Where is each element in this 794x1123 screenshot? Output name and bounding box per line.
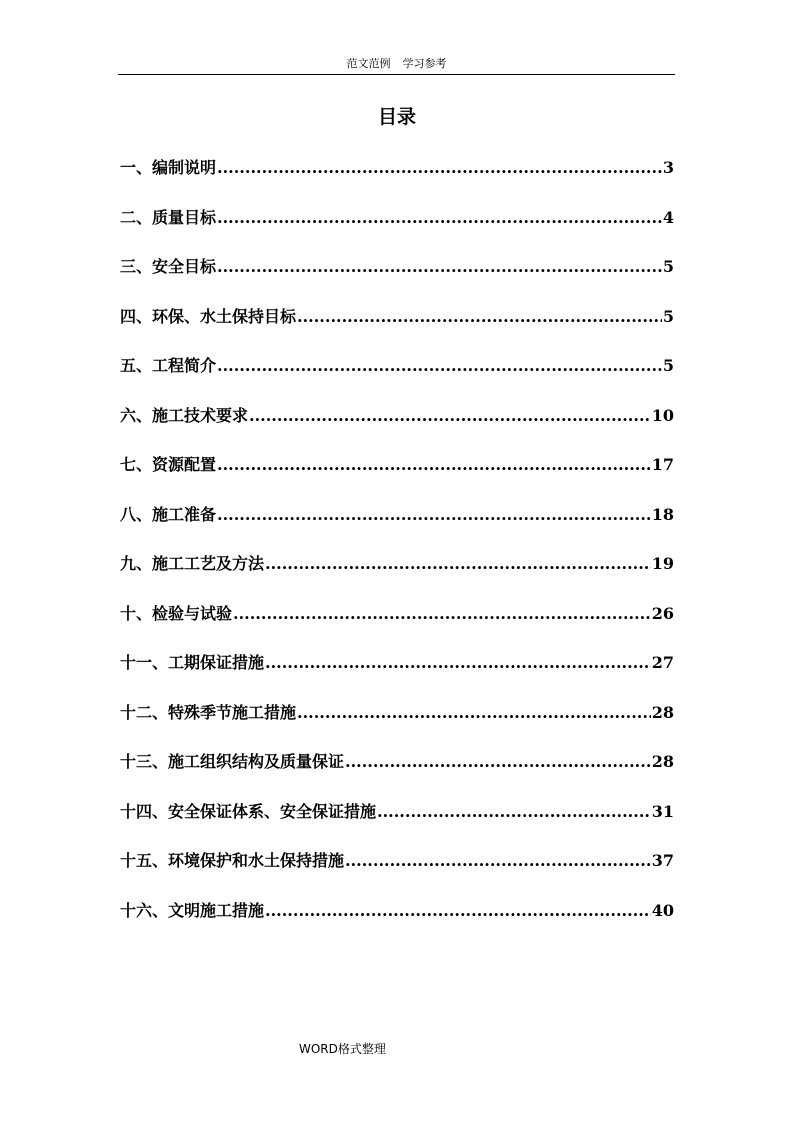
toc-dot-leader bbox=[297, 699, 651, 727]
toc-dot-leader bbox=[217, 501, 651, 529]
toc-entry-label: 七、资源配置 bbox=[120, 455, 217, 474]
toc-entry-page: 28 bbox=[651, 702, 674, 722]
toc-title: 目录 bbox=[377, 106, 416, 128]
toc-entry[interactable] bbox=[120, 649, 674, 699]
toc-dot-leader bbox=[265, 897, 651, 925]
page-header bbox=[118, 54, 675, 75]
toc-entry-page: 28 bbox=[651, 752, 674, 771]
toc-entry-page: 31 bbox=[651, 801, 674, 821]
toc-entry-label: 一、编制说明 bbox=[120, 158, 217, 177]
toc-entry-label: 十二、特殊季节施工措施 bbox=[120, 702, 297, 722]
toc-entry-page: 26 bbox=[651, 603, 674, 623]
toc-entry[interactable] bbox=[120, 204, 674, 254]
toc-entry[interactable] bbox=[120, 451, 674, 501]
toc-entry-label: 五、工程简介 bbox=[120, 356, 217, 375]
toc-entry[interactable] bbox=[120, 897, 674, 947]
header-right-text: 学习参考 bbox=[402, 57, 447, 70]
toc-entry[interactable] bbox=[120, 501, 674, 551]
toc-entry-label: 十六、文明施工措施 bbox=[120, 900, 265, 920]
table-of-contents bbox=[120, 154, 674, 946]
toc-entry[interactable] bbox=[120, 154, 674, 204]
toc-entry-page: 17 bbox=[651, 455, 674, 474]
toc-entry[interactable] bbox=[120, 798, 674, 848]
toc-entry-label: 四、环保、水土保持目标 bbox=[120, 306, 297, 326]
toc-dot-leader bbox=[265, 550, 651, 578]
toc-dot-leader bbox=[345, 847, 651, 875]
toc-entry[interactable] bbox=[120, 847, 674, 897]
toc-dot-leader bbox=[249, 402, 651, 430]
toc-entry-label: 十四、安全保证体系、安全保证措施 bbox=[120, 801, 377, 821]
toc-entry[interactable] bbox=[120, 550, 674, 600]
toc-entry-label: 九、施工工艺及方法 bbox=[120, 554, 265, 573]
toc-dot-leader bbox=[345, 748, 651, 776]
toc-entry-page: 18 bbox=[651, 504, 674, 524]
toc-entry-page: 27 bbox=[651, 653, 674, 672]
toc-entry-page: 10 bbox=[651, 405, 674, 425]
toc-entry-label: 八、施工准备 bbox=[120, 504, 217, 524]
toc-dot-leader bbox=[265, 649, 651, 677]
toc-entry-label: 十一、工期保证措施 bbox=[120, 653, 265, 672]
toc-entry-page: 37 bbox=[651, 851, 674, 870]
toc-dot-leader bbox=[217, 352, 662, 380]
toc-entry[interactable] bbox=[120, 748, 674, 798]
toc-entry-label: 二、质量目标 bbox=[120, 207, 217, 227]
toc-dot-leader bbox=[377, 798, 651, 826]
toc-entry-page: 5 bbox=[662, 356, 674, 375]
toc-entry[interactable] bbox=[120, 402, 674, 452]
toc-entry-page: 40 bbox=[651, 900, 674, 920]
toc-dot-leader bbox=[217, 154, 662, 182]
toc-entry-label: 三、安全目标 bbox=[120, 257, 217, 276]
toc-entry-label: 十五、环境保护和水土保持措施 bbox=[120, 851, 345, 870]
toc-dot-leader bbox=[217, 204, 662, 232]
toc-entry-page: 3 bbox=[662, 158, 674, 177]
toc-entry-page: 5 bbox=[662, 257, 674, 276]
toc-entry-page: 19 bbox=[651, 554, 674, 573]
toc-entry[interactable] bbox=[120, 253, 674, 303]
toc-entry-page: 4 bbox=[662, 207, 674, 227]
toc-entry-label: 十三、施工组织结构及质量保证 bbox=[120, 752, 345, 771]
toc-entry[interactable] bbox=[120, 303, 674, 353]
toc-dot-leader bbox=[217, 451, 651, 479]
page-footer: WORD格式整理 bbox=[299, 1042, 386, 1056]
toc-entry-label: 十、检验与试验 bbox=[120, 603, 233, 623]
header-left-text: 范文范例 bbox=[346, 57, 391, 70]
toc-entry[interactable] bbox=[120, 352, 674, 402]
toc-dot-leader bbox=[297, 303, 662, 331]
toc-entry[interactable] bbox=[120, 699, 674, 749]
toc-dot-leader bbox=[217, 253, 662, 281]
toc-entry[interactable] bbox=[120, 600, 674, 650]
toc-dot-leader bbox=[233, 600, 651, 628]
toc-entry-page: 5 bbox=[662, 306, 674, 326]
toc-entry-label: 六、施工技术要求 bbox=[120, 405, 249, 425]
